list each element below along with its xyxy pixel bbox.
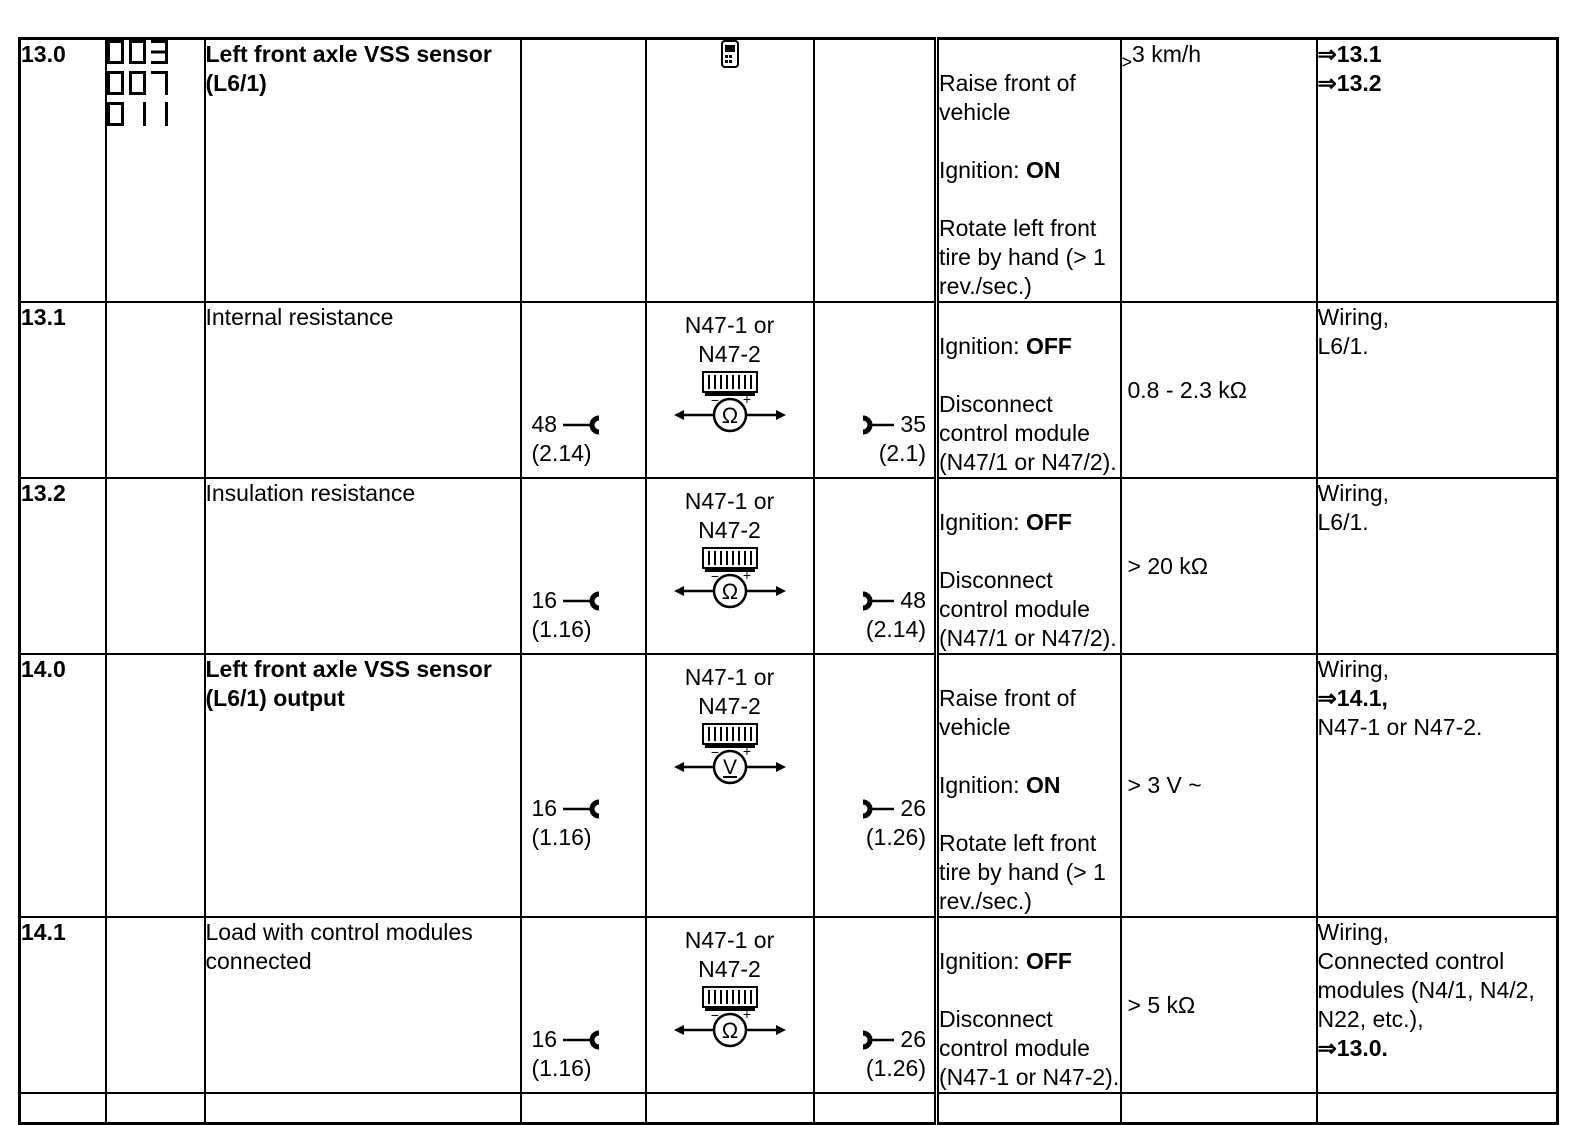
plug-right-icon — [860, 591, 896, 611]
pin-right: 26 — [900, 1026, 926, 1052]
table-row — [20, 478, 1558, 654]
meter-label: N47-2 — [698, 956, 761, 982]
meter-label: N47-1 or — [684, 664, 775, 690]
nominal-value: > 5 kΩ — [1121, 917, 1317, 1093]
table-row — [20, 654, 1558, 917]
test-conditions: Ignition: OFF Disconnect control module (N47-1 or N47-2). — [937, 917, 1121, 1093]
meter-label: N47-1 or — [684, 927, 775, 953]
remedy: Wiring, Connected control modules (N4/1, N4/2, N22, etc.), ⇒13.0. — [1317, 917, 1558, 1093]
table-row — [20, 39, 1558, 303]
fault-codes — [106, 478, 205, 654]
socket-left-icon — [561, 799, 603, 819]
meter-cell — [646, 478, 814, 654]
svg-text:+: + — [742, 1006, 751, 1022]
pin-right-sub: (1.26) — [865, 1055, 926, 1081]
pin-left-cell — [521, 478, 646, 654]
fault-codes — [106, 302, 205, 478]
step-number: 13.1 — [20, 302, 106, 478]
pin-right: 35 — [900, 411, 926, 437]
segment-display-icon — [107, 40, 173, 136]
pin-left-cell — [521, 917, 646, 1093]
remedy: Wiring, L6/1. — [1317, 302, 1558, 478]
svg-text:+: + — [742, 743, 751, 759]
meter-label: N47-1 or — [684, 312, 775, 338]
svg-text:−: − — [710, 568, 719, 584]
table-row — [20, 1093, 1558, 1123]
meter-label: N47-2 — [698, 517, 761, 543]
pin-right: 48 — [900, 587, 926, 613]
meter-cell — [646, 917, 814, 1093]
pin-left: 16 — [531, 587, 558, 613]
step-number: 13.0 — [20, 39, 106, 303]
pin-left-sub: (2.14) — [531, 440, 592, 466]
meter-label: N47-2 — [698, 341, 761, 367]
test-description: Left front axle VSS sensor (L6/1) — [205, 39, 521, 303]
ohmmeter-icon — [670, 986, 790, 1048]
diagnostic-table — [18, 37, 1559, 1125]
nominal-value: > 3 V ~ — [1121, 654, 1317, 917]
nominal-value: 0.8 - 2.3 kΩ — [1121, 302, 1317, 478]
pin-left-cell — [521, 654, 646, 917]
fault-codes — [106, 39, 205, 303]
pin-left: 16 — [531, 795, 558, 821]
test-conditions: Ignition: OFF Disconnect control module (N47/1 or N47/2). — [937, 478, 1121, 654]
pin-left: 16 — [531, 1026, 558, 1052]
test-description: Internal resistance — [205, 302, 521, 478]
step-number: 13.2 — [20, 478, 106, 654]
socket-left-icon — [561, 1030, 603, 1050]
fault-codes — [106, 917, 205, 1093]
svg-text:+: + — [742, 391, 751, 407]
test-conditions: Raise front of vehicle Ignition: ON Rotate left front tire by hand (> 1 rev./sec.) — [937, 654, 1121, 917]
pin-left-sub: (1.16) — [531, 1055, 592, 1081]
test-conditions: Ignition: OFF Disconnect control module (N47/1 or N47/2). — [937, 302, 1121, 478]
svg-text:−: − — [710, 1007, 719, 1023]
meter-label: N47-1 or — [684, 488, 775, 514]
svg-text:Ω: Ω — [721, 403, 738, 428]
pin-right-sub: (2.1) — [878, 440, 926, 466]
plug-right-icon — [860, 415, 896, 435]
svg-text:V: V — [722, 756, 737, 779]
pin-right-cell — [814, 478, 937, 654]
svg-text:−: − — [710, 744, 719, 760]
step-number: 14.1 — [20, 917, 106, 1093]
meter-cell — [646, 654, 814, 917]
pin-left-cell — [521, 39, 646, 303]
test-description: Left front axle VSS sensor (L6/1) output — [205, 654, 521, 917]
pin-left-cell — [521, 302, 646, 478]
table-row — [20, 917, 1558, 1093]
test-description: Insulation resistance — [205, 478, 521, 654]
test-description: Load with control modules connected — [205, 917, 521, 1093]
pin-right-sub: (2.14) — [865, 616, 926, 642]
socket-left-icon — [561, 591, 603, 611]
pin-right-cell — [814, 302, 937, 478]
scan-tool-icon — [720, 40, 740, 70]
pin-right: 26 — [900, 795, 926, 821]
ohmmeter-icon — [670, 547, 790, 609]
remedy: ⇒13.1 ⇒13.2 — [1317, 39, 1558, 303]
svg-text:Ω: Ω — [721, 1018, 738, 1043]
plug-right-icon — [860, 1030, 896, 1050]
pin-right-cell — [814, 917, 937, 1093]
remedy: Wiring, ⇒14.1, N47-1 or N47-2. — [1317, 654, 1558, 917]
socket-left-icon — [561, 415, 603, 435]
svg-text:Ω: Ω — [721, 579, 738, 604]
pin-right-cell — [814, 39, 937, 303]
svg-text:+: + — [742, 567, 751, 583]
pin-right-cell — [814, 654, 937, 917]
fault-codes — [106, 654, 205, 917]
table-row — [20, 302, 1558, 478]
nominal-value: $_>$3 km/h — [1121, 39, 1317, 303]
voltmeter-icon — [670, 723, 790, 785]
pin-left-sub: (1.16) — [531, 616, 592, 642]
plug-right-icon — [860, 799, 896, 819]
ohmmeter-icon — [670, 371, 790, 433]
test-conditions: Raise front of vehicle Ignition: ON Rotate left front tire by hand (> 1 rev./sec.) — [937, 39, 1121, 303]
pin-left: 48 — [531, 411, 558, 437]
remedy: Wiring, L6/1. — [1317, 478, 1558, 654]
meter-cell — [646, 302, 814, 478]
step-number: 14.0 — [20, 654, 106, 917]
tool-cell — [646, 39, 814, 303]
svg-text:−: − — [710, 392, 719, 408]
nominal-value: > 20 kΩ — [1121, 478, 1317, 654]
meter-label: N47-2 — [698, 693, 761, 719]
pin-right-sub: (1.26) — [865, 824, 926, 850]
pin-left-sub: (1.16) — [531, 824, 592, 850]
